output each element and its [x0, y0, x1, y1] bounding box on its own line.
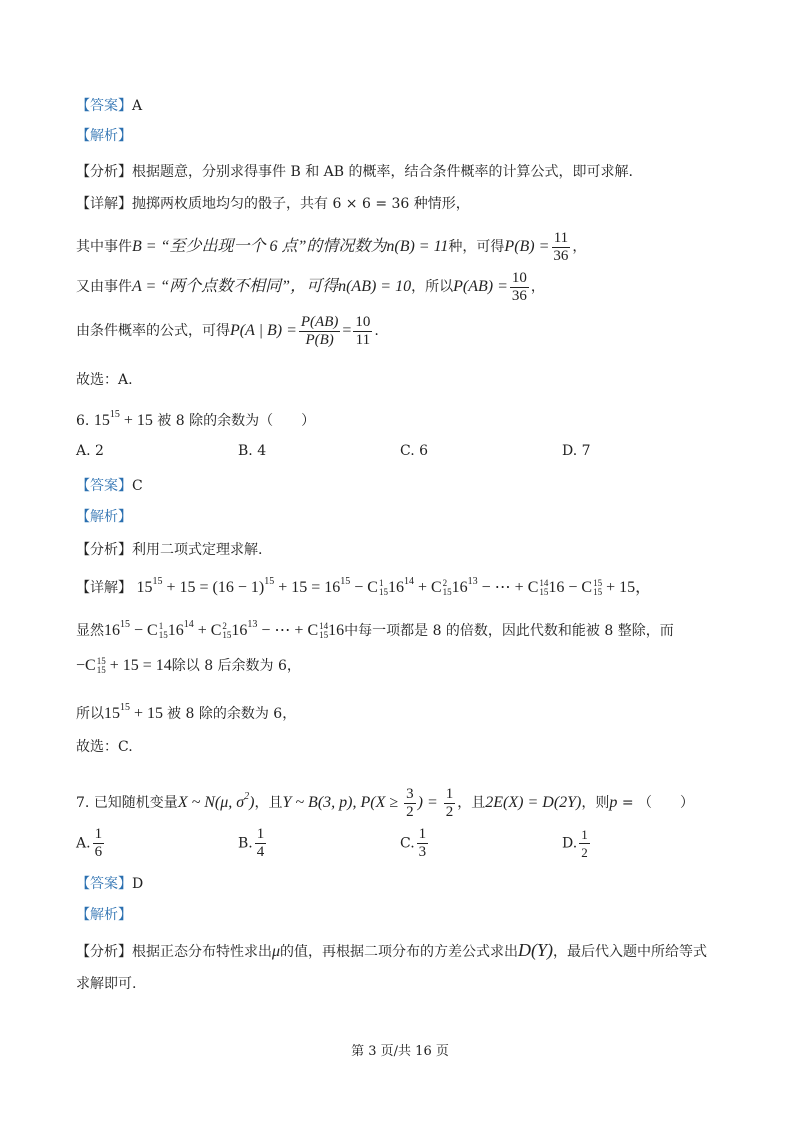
answer-tag: 【答案】: [76, 98, 132, 114]
math-expr: $15^{15} + 15 = (16 - 1)^{15} + 15 = 16^{15} - C$ 1 15 $16^{14} + C$ 2 15 $16^{13}$ − ⋯ + C 14 15 16 − C 15 15 + 15，: [136, 576, 652, 598]
q6-option-a[interactable]: A. 2: [76, 443, 104, 459]
q7-option-d[interactable]: D. $\frac{1}{2}$: [562, 827, 588, 860]
math-expr: X ~ N(μ, $\sigma^2$): [177, 791, 255, 811]
q5-detail-line2: 其中事件B = “至少出现一个 6 点”的情况数为n(B) = 11种，可得P(B) = $\frac{11}{36}$ ，: [76, 229, 587, 264]
q5-conclusion: 故选：A.: [76, 372, 133, 388]
q7-stem: 7. 已知随机变量X ~ N(μ, $\sigma^2$)，且Y ~ B(3, p), P(X ≥ $\frac{3}{2}$ ) = $\frac{1}{2}$ ，且2E(X) = D(2Y)，则p = （ ）: [76, 785, 695, 820]
fenxi-tag: 【分析】: [76, 164, 132, 180]
q7-option-c[interactable]: C. $\frac{1}{3}$: [400, 826, 427, 860]
q6-detail-line4: 所以$15^{15} + 15$ 被 8 除的余数为 6，: [76, 702, 297, 722]
fraction: $\frac{1}{2}$: [445, 785, 454, 820]
fraction: $\frac{3}{2}$: [406, 785, 414, 820]
q6-detail-line1: 【详解】 $15^{15} + 15 = (16 - 1)^{15} + 15 = 16^{15} - C$ 1 15 $16^{14} + C$ 2 15 $16^{13}$ − ⋯ + C 14 15 16 − C 15 15 + 15，: [76, 576, 652, 598]
math-expr: $15^{15} + 15$: [104, 702, 168, 722]
q7-fenxi-line2: 求解即可.: [76, 976, 137, 992]
fraction: $\frac{P(AB)}{P(B)}$: [300, 313, 339, 348]
page-footer: 第 3 页/共 16 页: [351, 1044, 449, 1059]
q6-analysis-tag: 【解析】: [76, 509, 132, 525]
q5-detail-line3: 又由事件A = “两个点数不相同”，可得n(AB) = 10，所以P(AB) = $\frac{10}{36}$ ，: [76, 269, 545, 304]
q6-option-c[interactable]: C. 6: [400, 443, 429, 459]
question-number: 7.: [76, 795, 90, 811]
q7-fenxi-line: 【分析】根据正态分布特性求出μ的值，再根据二项分布的方差公式求出D(Y)，最后代入题中所给等式: [76, 940, 708, 960]
math-expr: 2E(X) = D(2Y): [485, 794, 582, 811]
q7-option-b[interactable]: B. $\frac{1}{4}$: [238, 826, 265, 860]
fraction: $\frac{11}{36}$: [553, 229, 569, 264]
q6-detail-line3: −C 15 15 + 15 = 14除以 8 后余数为 6，: [76, 656, 301, 676]
q7-answer-line: 【答案】D: [76, 876, 144, 892]
q5-fenxi-line: [76, 162, 633, 182]
q5-detail-line4: 由条件概率的公式，可得P(A | B) = $\frac{P(AB)}{P(B)}$ = $\frac{10}{11}$ .: [76, 313, 379, 348]
q7-analysis-tag: 【解析】: [76, 907, 132, 923]
fraction: $\frac{10}{11}$: [355, 313, 371, 348]
q6-stem: 6. $15^{15} + 15$ 被 8 除的余数为（ ）: [76, 409, 316, 429]
math-expr: Y ~ B(3, p), P(X ≥: [282, 794, 403, 811]
q7-option-a[interactable]: A. $\frac{1}{6}$: [76, 826, 103, 860]
q6-answer-line: 【答案】C: [76, 478, 143, 494]
math-expr: $16^{15} - C$ 1 15 $16^{14} + C$ 2 15 $16^{13}$ − ⋯ + C 14 15 16: [104, 619, 345, 641]
fraction: $\frac{10}{36}$: [511, 269, 527, 304]
fenxi-text: 根据题意，分别求得事件 B 和 AB 的概率，结合条件概率的计算公式，即可求解.: [132, 164, 633, 180]
detail-text: 抛掷两枚质地均匀的骰子，共有 6 × 6 = 36 种情形，: [132, 196, 470, 212]
q6-fenxi-line: 【分析】利用二项式定理求解.: [76, 542, 263, 558]
q5-analysis-tag: 【解析】: [76, 128, 132, 144]
q6-option-d[interactable]: D. 7: [562, 443, 591, 459]
q6-detail-line2: 显然$16^{15} - C$ 1 15 $16^{14} + C$ 2 15 $16^{13}$ − ⋯ + C 14 15 16中每一项都是 8 的倍数，因此代数和能被 8 整除，而: [76, 619, 674, 641]
answer-value: A: [132, 98, 143, 114]
q5-detail-line1: [76, 194, 470, 214]
q6-option-b[interactable]: B. 4: [238, 443, 267, 459]
question-number: 6.: [76, 413, 90, 429]
q5-answer-line: [76, 96, 142, 116]
detail-tag: 【详解】: [76, 196, 132, 212]
math-expr: $15^{15} + 15$: [93, 409, 153, 429]
q6-conclusion: 故选：C.: [76, 739, 133, 755]
math-expr: −C 15 15 + 15 = 14: [76, 656, 172, 676]
